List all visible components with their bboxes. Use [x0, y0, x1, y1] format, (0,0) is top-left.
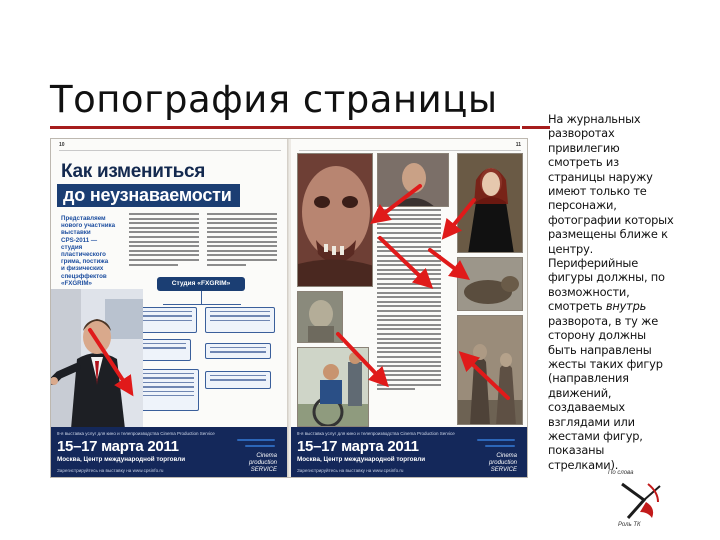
- article-text-column: [129, 213, 199, 268]
- side-caption: [548, 112, 676, 472]
- person-photo: [51, 289, 143, 429]
- logo-swoosh: [245, 445, 275, 447]
- right-page-number: 11: [515, 142, 521, 148]
- event-banner: [51, 427, 289, 478]
- logo-bottom-text: Роль ТК: [618, 522, 641, 528]
- logo-swoosh: [237, 439, 275, 441]
- studio-box: Студия «FXGRIM»: [157, 277, 245, 291]
- article-text-column: [207, 213, 277, 268]
- intro-line: спецэффектов: [61, 272, 107, 280]
- article-headline-line1: Как измениться: [61, 161, 206, 182]
- corner-logo: [608, 470, 666, 532]
- banner-top-line: 8-я выставка услуг для кино и телепроизводства Cinema Production Service: [57, 431, 215, 436]
- left-page-number: 10: [59, 142, 65, 148]
- logo-top-text: По слова: [608, 470, 634, 476]
- side-caption-text: На журнальных разворотах привилегию смотреть из страницы наружу имеют только те персонажи, фотографии которых размещены ближе к центру. Периферийные фигуры должны, по возможности, смотреть: [548, 112, 674, 314]
- side-caption-text-end: разворота, в ту же сторону должны быть направлены жесты таких фигур (направления движений, создаваемых взглядами или жестами фигур, показаны стрелками).: [548, 313, 663, 472]
- intro-line: и физических: [61, 265, 104, 273]
- intro-line: выставки: [61, 229, 91, 237]
- photo-wheelchair: [297, 347, 369, 427]
- flow-box: [205, 343, 271, 359]
- banner-dates: 15–17 марта 2011: [57, 438, 179, 455]
- photo-dog: [457, 257, 523, 311]
- photo-figures: [457, 315, 523, 425]
- flow-box: [205, 307, 275, 333]
- side-caption-emphasis: внутрь: [605, 299, 647, 314]
- left-header-line: [59, 150, 281, 151]
- banner-venue: Москва, Центр международной торговли: [297, 456, 426, 463]
- flow-connector: [201, 291, 202, 305]
- banner-register: Зарегистрируйтесь на выставку на www.cpsinfo.ru: [297, 468, 404, 473]
- title-rule-end: [522, 126, 550, 129]
- photo-statue: [297, 291, 343, 343]
- banner-logo: [477, 435, 523, 473]
- right-page: [291, 139, 528, 478]
- banner-dates: 15–17 марта 2011: [297, 438, 419, 455]
- intro-line: нового участника: [61, 222, 116, 230]
- article-intro: [61, 215, 117, 287]
- intro-line: грима, постижа: [61, 258, 109, 266]
- logo-swoosh: [477, 439, 515, 441]
- article-text-column: [377, 209, 441, 393]
- intro-line: Представляем: [61, 215, 106, 222]
- flow-connector: [163, 304, 241, 305]
- event-banner: [291, 427, 528, 478]
- article-headline-line2: до неузнаваемости: [57, 184, 240, 207]
- flow-box: [205, 371, 271, 389]
- banner-venue: Москва, Центр международной торговли: [57, 456, 186, 463]
- intro-line: CPS-2011 — студия: [61, 236, 98, 251]
- title-rule: [50, 126, 520, 129]
- flow-box: [137, 307, 197, 333]
- intro-line: «FXGRIM»: [61, 279, 92, 287]
- banner-top-line: 8-я выставка услуг для кино и телепроизводства Cinema Production Service: [297, 431, 455, 436]
- banner-logo-text: Cinema production SERVICE: [488, 453, 517, 473]
- slide-title: Топография страницы: [50, 78, 498, 121]
- flow-box: [137, 339, 191, 361]
- photo-woman-costume: [457, 153, 523, 253]
- left-page: [51, 139, 289, 478]
- photo-man: [377, 153, 449, 207]
- logo-swoosh: [485, 445, 515, 447]
- banner-logo: [237, 435, 283, 473]
- logo-emblem: [618, 478, 664, 522]
- intro-line: пластического: [61, 251, 106, 259]
- magazine-spread: [50, 138, 528, 478]
- right-header-line: [299, 150, 521, 151]
- photo-close-up: [297, 153, 373, 287]
- flow-box: [137, 369, 199, 411]
- banner-register: Зарегистрируйтесь на выставку на www.cpsinfo.ru: [57, 468, 164, 473]
- banner-logo-text: Cinema production SERVICE: [248, 453, 277, 473]
